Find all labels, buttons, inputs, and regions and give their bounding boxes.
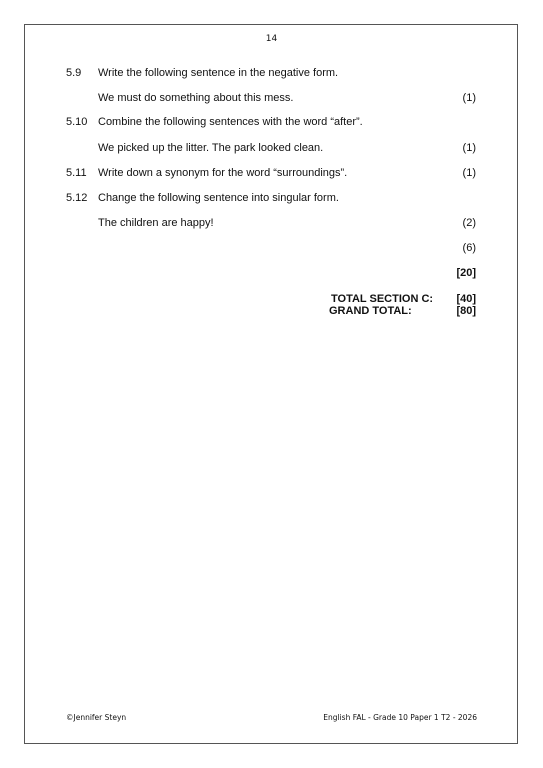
page-border xyxy=(24,24,518,744)
question-instruction: Combine the following sentences with the word “after”. xyxy=(98,116,363,128)
total-section-label: TOTAL SECTION C: xyxy=(331,293,434,305)
footer-copyright: ©Jennifer Steyn xyxy=(66,713,127,722)
total-section-value: [40] xyxy=(456,293,476,305)
footer-paper-info: English FAL - Grade 10 Paper 1 T2 - 2026 xyxy=(323,713,477,722)
question-item: We picked up the litter. The park looked clean. xyxy=(98,142,324,154)
question-instruction: Write down a synonym for the word “surroundings”. xyxy=(98,167,348,179)
question-mark: (1) xyxy=(462,167,476,179)
question-number: 5.9 xyxy=(66,67,82,79)
question-item: The children are happy! xyxy=(98,217,214,229)
question-instruction: Write the following sentence in the negative form. xyxy=(98,67,339,79)
question-instruction: Change the following sentence into singular form. xyxy=(98,192,339,204)
question-mark: (1) xyxy=(462,92,476,104)
question-mark: (1) xyxy=(462,142,476,154)
question-number: 5.11 xyxy=(66,167,87,179)
grand-total-label: GRAND TOTAL: xyxy=(329,305,412,317)
question-total: [20] xyxy=(456,267,476,279)
subtotal-mark: (6) xyxy=(462,242,476,254)
question-mark: (2) xyxy=(462,217,476,229)
question-item: We must do something about this mess. xyxy=(98,92,294,104)
grand-total-value: [80] xyxy=(456,305,476,317)
page-number: 14 xyxy=(265,34,278,44)
question-number: 5.12 xyxy=(66,192,88,204)
question-number: 5.10 xyxy=(66,116,88,128)
